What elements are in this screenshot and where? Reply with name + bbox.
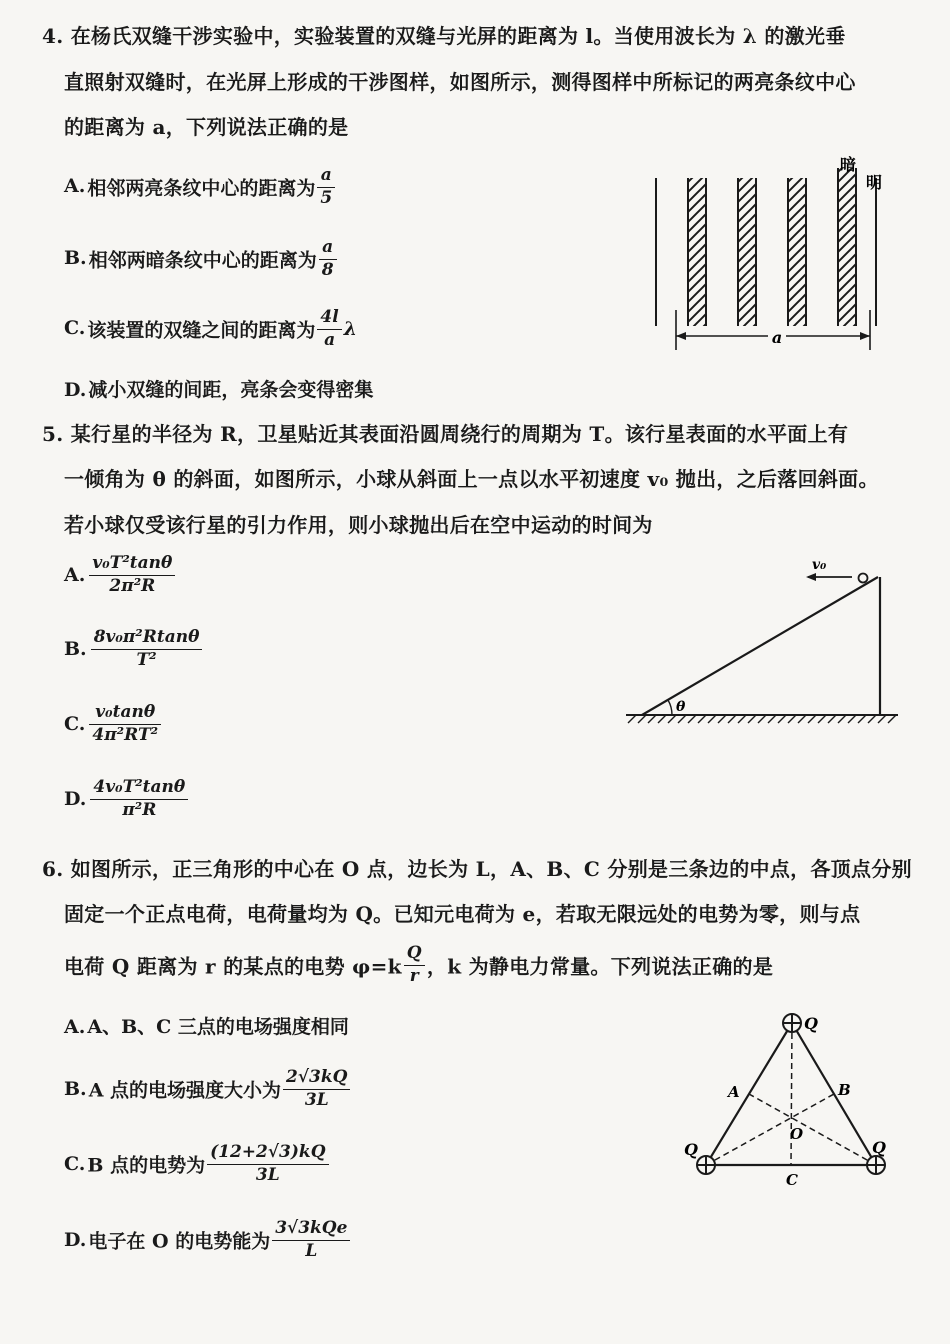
- q6-stem-line-3: 电荷 Q 距离为 r 的某点的电势 φ=k $\frac{Q}{r}$ ，k 为静电力常量。下列说法正确的是: [64, 943, 774, 986]
- option-label: B.: [64, 1078, 87, 1101]
- option-label: D.: [64, 379, 87, 401]
- option-label: A.: [64, 175, 86, 198]
- q6-option-a[interactable]: [64, 1012, 349, 1039]
- option-text: A 点的电场强度大小为: [88, 1079, 282, 1102]
- q4-stem-line-2: 直照射双缝时，在光屏上形成的干涉图样，如图所示，测得图样中所标记的两亮条纹中心: [64, 70, 856, 94]
- fraction: $\frac{a}{8}$: [319, 238, 337, 280]
- dark-fringe: [788, 178, 806, 326]
- fraction: $\frac{(12+2√3)kQ}{3L}$: [207, 1143, 328, 1185]
- incline-surface: [642, 577, 878, 715]
- option-text: 电子在 O 的电势能为: [88, 1230, 271, 1253]
- q6-option-b[interactable]: [64, 1068, 352, 1110]
- q6-triangle-figure: [680, 1005, 900, 1190]
- charge-top: [783, 1014, 801, 1032]
- span-label: a: [771, 328, 783, 347]
- q6-option-c[interactable]: [64, 1143, 331, 1185]
- q5-option-c[interactable]: [64, 703, 163, 745]
- charge-label-left: Q: [684, 1140, 698, 1159]
- option-label: D.: [64, 1229, 87, 1252]
- q5-incline-figure: [620, 555, 905, 730]
- q4-stem-line-3: 的距离为 a，下列说法正确的是: [64, 115, 349, 139]
- velocity-label: v₀: [812, 557, 827, 573]
- fraction: $\frac{\text{v₀tanθ}}{\text{4π²RT²}}$: [89, 703, 161, 745]
- fraction: $\frac{\text{8v₀π²Rtanθ}}{\text{T²}}$: [91, 628, 203, 670]
- option-label: B.: [64, 247, 87, 270]
- bright-label: 明: [866, 173, 883, 192]
- center-o-label: O: [790, 1125, 804, 1143]
- angle-arc: [668, 700, 672, 715]
- q4-option-c[interactable]: C. 该装置的双缝之间的距离为 $\frac{4l}{a}$ λ: [64, 307, 358, 350]
- dark-fringe: [688, 178, 706, 326]
- q6-stem-line-1: 6. 如图所示，正三角形的中心在 O 点，边长为 L，A、B、C 分别是三条边的中点，各顶点分别: [42, 857, 912, 881]
- charge-label-right: Q: [872, 1138, 886, 1157]
- option-text: A、B、C 三点的电场强度相同: [87, 1016, 349, 1038]
- q6-stem-line-2: 固定一个正点电荷，电荷量均为 Q。已知元电荷为 e，若取无限远处的电势为零，则与点: [64, 902, 861, 926]
- q4-interference-figure: [640, 150, 900, 365]
- option-label: C.: [64, 713, 86, 736]
- fraction: $\frac{\text{4v₀T²tanθ}}{\text{π²R}}$: [90, 778, 188, 820]
- angle-label: θ: [676, 699, 686, 715]
- point-c-label: C: [786, 1171, 798, 1189]
- point-b-label: B: [838, 1081, 851, 1099]
- fraction: $\frac{Q}{r}$: [404, 944, 425, 986]
- option-label: B.: [64, 638, 87, 661]
- q5-stem-line-3: 若小球仅受该行星的引力作用，则小球抛出后在空中运动的时间为: [64, 513, 653, 537]
- dark-fringe: [738, 178, 756, 326]
- fraction: $\frac{2√3kQ}{3L}$: [283, 1068, 350, 1110]
- option-text: 相邻两亮条纹中心的距离为: [87, 177, 316, 200]
- option-text: 相邻两暗条纹中心的距离为: [88, 249, 317, 272]
- fraction: $\frac{\text{3√3kQe}}{L}$: [272, 1219, 350, 1261]
- option-text: 减小双缝的间距，亮条会变得密集: [88, 379, 374, 401]
- q4-option-d[interactable]: [64, 375, 373, 402]
- q4-option-b[interactable]: [64, 238, 339, 280]
- q5-stem-line-2: 一倾角为 θ 的斜面，如图所示，小球从斜面上一点以水平初速度 v₀ 抛出，之后落回斜面。: [64, 467, 879, 491]
- q5-option-a[interactable]: [64, 554, 177, 596]
- fraction: $\frac{4l}{a}$: [317, 308, 341, 350]
- option-label: D.: [64, 788, 87, 811]
- charge-bottom-left: [697, 1156, 715, 1174]
- charge-bottom-right: [867, 1156, 885, 1174]
- fraction: $\frac{a}{5}$: [317, 166, 335, 208]
- option-label: C.: [64, 317, 86, 340]
- option-text: 该装置的双缝之间的距离为: [87, 319, 316, 342]
- q6-option-d[interactable]: [64, 1219, 352, 1261]
- point-a-label: A: [728, 1083, 740, 1101]
- q4-stem-line-1: 4. 在杨氏双缝干涉实验中，实验装置的双缝与光屏的距离为 l。当使用波长为 λ 的激光垂: [42, 24, 846, 48]
- ball: [859, 574, 868, 583]
- q4-option-a[interactable]: [64, 166, 337, 208]
- q5-option-b[interactable]: [64, 628, 204, 670]
- ground-hatch: [628, 715, 896, 723]
- q5-option-d[interactable]: [64, 778, 190, 820]
- dark-label: 暗: [840, 155, 857, 174]
- charge-label-top: Q: [804, 1014, 818, 1033]
- option-label: A.: [64, 564, 86, 587]
- fraction: $\frac{\text{v₀T²tanθ}}{\text{2π²R}}$: [89, 554, 175, 596]
- option-label: A.: [64, 1016, 86, 1038]
- dark-fringe: [838, 168, 856, 326]
- option-text: B 点的电势为: [87, 1154, 206, 1177]
- option-label: C.: [64, 1153, 86, 1176]
- q5-stem-line-1: 5. 某行星的半径为 R，卫星贴近其表面沿圆周绕行的周期为 T。该行星表面的水平面上有: [42, 422, 849, 446]
